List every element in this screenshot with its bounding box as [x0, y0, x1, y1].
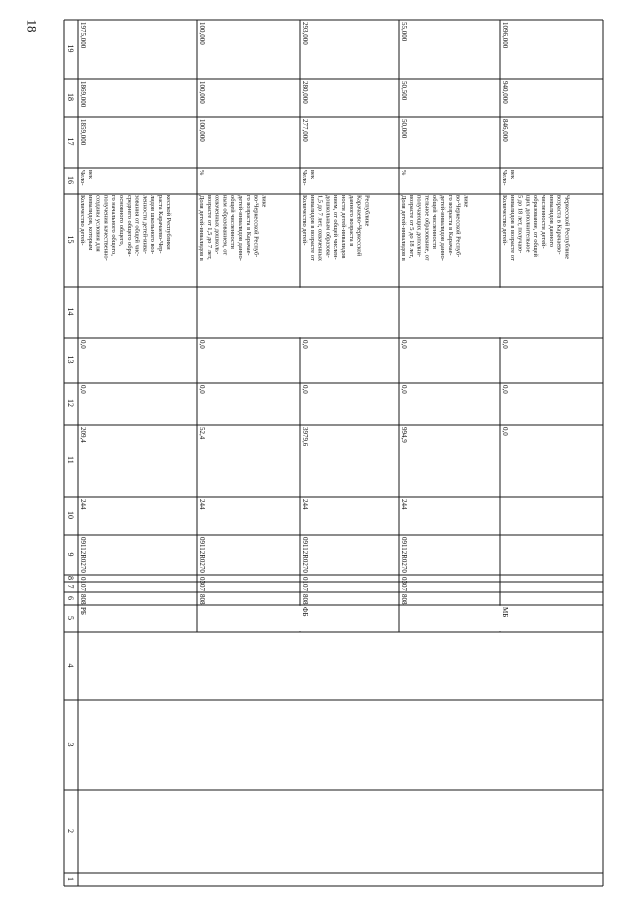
- merged-cell-mask: [299, 606, 301, 631]
- indicator-name-line: Количество детей-: [501, 195, 508, 246]
- indicator-name-line: Доля детей-инвалидов в: [198, 195, 205, 261]
- indicator-name-line: тельное образование, от: [423, 195, 431, 261]
- unit-line: Чело-: [79, 170, 86, 186]
- indicator-name-line: Количество детей-: [79, 195, 86, 246]
- indicator-name-line: лике: [462, 195, 470, 208]
- unit-line: век: [308, 170, 316, 179]
- column-number-11: 11: [66, 456, 75, 464]
- cell-12: 0,0: [501, 385, 509, 394]
- target-value-17: 100,000: [198, 119, 206, 142]
- cell-7: 07: [198, 584, 206, 591]
- indicator-name-line: детей-инвалидов данно-: [439, 195, 446, 261]
- column-number-15: 15: [66, 235, 75, 244]
- indicator-name-line: образование, от общей: [532, 195, 540, 257]
- indicator-name-line: численности детей-: [540, 195, 547, 249]
- merged-cell-mask: [499, 288, 501, 337]
- cell-10: 244: [301, 499, 309, 510]
- cell-11: 3979,6: [301, 427, 309, 447]
- column-number-9: 9: [66, 552, 75, 557]
- column-number-14: 14: [66, 307, 75, 316]
- column-number-13: 13: [66, 355, 75, 364]
- column-number-6: 6: [66, 596, 75, 600]
- target-value-19: 293,000: [301, 22, 309, 45]
- unit-line: Чело-: [501, 170, 508, 186]
- indicator-name-line: ности детей-инвалидов: [340, 195, 347, 259]
- target-value-18: 280,000: [301, 81, 309, 104]
- merged-cell-mask: [499, 606, 501, 631]
- indicator-name-line: Карачаево-Черкесской: [355, 195, 363, 257]
- indicator-name-line: возраста в Карачаево-: [555, 195, 563, 255]
- cell-11: 209,4: [79, 427, 87, 443]
- indicator-name-line: инвалидов в возрасте от: [508, 195, 516, 261]
- target-value-18: 1869,000: [79, 81, 87, 108]
- cell-7: 07: [301, 584, 309, 591]
- cell-11: 0,0: [501, 427, 509, 436]
- column-number-17: 17: [66, 137, 75, 146]
- cell-10: 244: [79, 499, 87, 510]
- target-value-19: 1975,000: [79, 22, 87, 49]
- cell-10: 244: [198, 499, 206, 510]
- indicator-name-line: Количество детей-: [301, 195, 308, 246]
- indicator-name-line: охваченных дошколь-: [213, 195, 221, 255]
- indicator-name-line: ным образованием, от: [221, 195, 229, 256]
- indicator-name-line: получения качественно-: [102, 195, 110, 261]
- indicator-name-line: 5 до 18 лет, получаю-: [516, 195, 524, 254]
- cell-13: 0,0: [301, 340, 309, 349]
- indicator-name-line: щих дополнительное: [524, 195, 532, 253]
- column-number-16: 16: [66, 176, 75, 184]
- cell-6: 808: [79, 594, 87, 605]
- indicator-name-line: общей численности: [229, 195, 237, 249]
- unit-line: %: [198, 170, 205, 176]
- cell-6: 808: [301, 594, 309, 605]
- indicator-name-line: общей численности: [431, 195, 439, 249]
- cell-13: 0,0: [400, 340, 408, 349]
- indicator-name-line: ленности детей-инва-: [141, 195, 149, 254]
- cell-12: 0,0: [400, 385, 408, 394]
- merged-cell-mask: [299, 288, 301, 337]
- column-number-12: 12: [66, 399, 75, 407]
- cell-8: 03: [198, 577, 206, 584]
- cell-5: ФБ: [301, 607, 309, 617]
- indicator-name-line: возрасте от 5 до 18 лет,: [407, 195, 415, 259]
- target-value-17: 50,000: [400, 119, 408, 139]
- cell-7: 07: [400, 584, 408, 591]
- column-number-8: 8: [66, 576, 75, 580]
- indicator-name-line: Доля детей-инвалидов в: [400, 195, 407, 261]
- column-number-5: 5: [66, 616, 75, 620]
- column-number-2: 2: [66, 829, 75, 833]
- cell-13: 0,0: [79, 340, 87, 349]
- indicator-name-line: возрасте от 1,5 до 7 лет,: [205, 195, 213, 260]
- column-number-10: 10: [66, 511, 75, 519]
- indicator-name-line: во-Черкесской Респуб-: [252, 195, 260, 258]
- cell-5: РБ: [79, 607, 87, 615]
- target-value-17: 277,000: [301, 119, 309, 142]
- target-value-18: 50,500: [400, 81, 408, 101]
- indicator-name-line: лидов школьного воз-: [149, 195, 157, 255]
- indicator-name-line: го начального общего,: [110, 195, 118, 256]
- target-value-17: 1859,000: [79, 119, 87, 146]
- cell-13: 0,0: [501, 340, 509, 349]
- cell-9: 09112R0270: [301, 537, 309, 573]
- indicator-name-line: получающих дополни-: [415, 195, 423, 258]
- cell-11: 52,4: [198, 427, 206, 440]
- cell-9: 09112R0270: [79, 537, 87, 573]
- target-value-17: 846,000: [501, 119, 509, 142]
- indicator-name-line: во-Черкесской Респуб-: [454, 195, 462, 258]
- indicator-name-line: среднего общего обра-: [125, 195, 133, 257]
- indicator-name-line: нием, от общей числен-: [332, 195, 340, 260]
- cell-10: 244: [400, 499, 408, 510]
- cell-11: 994,9: [400, 427, 408, 443]
- indicator-name-line: инвалидов, которым: [86, 195, 94, 251]
- target-value-18: 100,000: [198, 81, 206, 104]
- cell-8: 03: [400, 577, 408, 584]
- indicator-name-line: детей-инвалидов данно-: [237, 195, 244, 261]
- indicator-name-line: го возраста в Карачае-: [244, 195, 252, 256]
- column-number-7: 7: [66, 584, 75, 589]
- indicator-name-line: Республике: [363, 195, 371, 227]
- target-value-18: 940,000: [501, 81, 509, 104]
- indicator-name-line: 1,5 до 7 лет, охваченных: [316, 195, 324, 262]
- cell-6: 808: [400, 594, 408, 605]
- target-value-19: 55,000: [400, 22, 408, 42]
- indicator-name-line: созданы условия для: [94, 195, 102, 252]
- indicator-name-line: Черкесской Республике: [563, 195, 571, 260]
- cell-5: МБ: [501, 607, 509, 618]
- cell-9: 09112R0270: [198, 537, 206, 573]
- unit-line: век: [508, 170, 516, 179]
- column-number-3: 3: [66, 742, 75, 747]
- cell-12: 0,0: [301, 385, 309, 394]
- target-value-19: 100,000: [198, 22, 206, 45]
- indicator-name-line: кесской Республики: [164, 195, 172, 250]
- column-number-18: 18: [66, 93, 75, 101]
- unit-line: %: [400, 170, 407, 176]
- cell-8: 01: [301, 577, 309, 584]
- cell-6: 808: [198, 594, 206, 605]
- indicator-name-line: лике: [260, 195, 268, 208]
- cell-12: 0,0: [79, 385, 87, 394]
- cell-8: 01: [79, 577, 87, 584]
- column-number-19: 19: [66, 44, 75, 53]
- indicator-name-line: основного общего,: [118, 195, 125, 247]
- indicator-name-line: дошкольным образова-: [324, 195, 332, 258]
- indicator-name-line: инвалидов данного: [547, 195, 555, 248]
- indicator-name-line: инвалидов в возрасте от: [308, 195, 316, 261]
- indicator-name-line: раста Карачаево-Чер-: [157, 195, 164, 254]
- cell-13: 0,0: [198, 340, 206, 349]
- unit-line: Чело-: [301, 170, 308, 186]
- indicator-name-line: го возраста в Карачае-: [446, 195, 454, 256]
- column-number-4: 4: [66, 663, 75, 668]
- cell-7: 07: [79, 584, 87, 591]
- page-number: 18: [24, 19, 40, 33]
- indicator-name-line: зования от общей чис-: [133, 195, 141, 257]
- unit-line: век: [86, 170, 94, 179]
- target-value-19: 1096,000: [501, 22, 509, 49]
- cell-12: 0,0: [198, 385, 206, 394]
- column-number-1: 1: [66, 877, 75, 881]
- indicator-name-line: данного возраста в: [347, 195, 355, 247]
- cell-9: 09112R0270: [400, 537, 408, 573]
